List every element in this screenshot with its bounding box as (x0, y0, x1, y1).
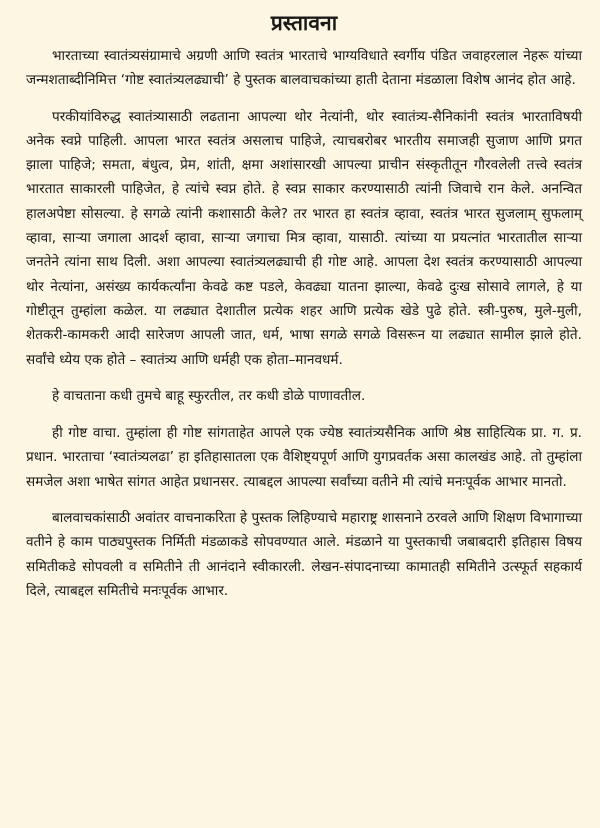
page-title: प्रस्तावना (270, 11, 338, 35)
paragraph-2: परकीयांविरुद्ध स्वातंत्र्यासाठी लढताना आपल्या थोर नेत्यांनी, थोर स्वातंत्र्य-सैनिकांनी स्वतंत्र भारताविषयी अनेक स्वप्ने पाहिली. आपला भारत स्वतंत्र असलाच पाहिजे, त्याचबरोबर भारतीय समाजही सुजाण आणि प्रगत झाला पाहिजे; समता, बंधुत्व, प्रेम, शांती, क्षमा अशांसारखी आपल्या प्राचीन संस्कृतीतून गौरवलेली तत्त्वे स्वतंत्र भारतात साकारली पाहिजेत, हे त्यांचे स्वप्न होते. हे स्वप्न साकार करण्यासाठी त्यांनी जिवाचे रान केले. अनन्वित हालअपेष्टा सोसल्या. हे सगळे त्यांनी कशासाठी केले? तर भारत हा स्वतंत्र व्हावा, स्वतंत्र भारत सुजलाम् सुफलाम् व्हावा, साऱ्या जगाला आदर्श व्हावा, साऱ्या जगाचा मित्र व्हावा, यासाठी. त्यांच्या या प्रयत्नांत भारतातील साऱ्या जनतेने त्यांना साथ दिली. अशा आपल्या स्वातंत्र्यलढ्याची ही गोष्ट आहे. आपला देश स्वतंत्र करण्यासाठी आपल्या थोर नेत्यांना, असंख्य कार्यकर्त्यांना केवढे कष्ट पडले, केवढ्या यातना झाल्या, केवढे दुःख सोसावे लागले, हे या गोष्टीतून तुम्हांला कळेल. या लढ्यात देशातील प्रत्येक शहर आणि प्रत्येक खेडे पुढे होते. स्त्री-पुरुष, मुले-मुली, शेतकरी-कामकरी आदी सारेजण आपली जात, धर्म, भाषा सगळे सगळे विसरून या लढ्यात सामील झाले होते. सर्वांचे ध्येय एक होते – स्वातंत्र्य आणि धर्मही एक होता–मानवधर्म. (26, 108, 582, 368)
paragraph-5: बालवाचकांसाठी अवांतर वाचनाकरिता हे पुस्तक लिहिण्याचे महाराष्ट्र शासनाने ठरवले आणि शिक्षण विभागाच्या वतीने हे काम पाठ्यपुस्तक निर्मिती मंडळाकडे सोपवण्यात आले. मंडळाने या पुस्तकाची जबाबदारी इतिहास विषय समितीकडे सोपवली व समितीने ती आनंदाने स्वीकारली. लेखन-संपादनाच्या कामातही समितीने उत्स्फूर्त सहकार्य दिले, त्याबद्दल समितीचे मनःपूर्वक आभार. (26, 510, 582, 599)
paragraph-3: हे वाचताना कधी तुमचे बाहू स्फुरतील, तर कधी डोळे पाणावतील. (52, 387, 366, 404)
paragraph-1: भारताच्या स्वातंत्र्यसंग्रामाचे अग्रणी आणि स्वतंत्र भारताचे भाग्यविधाते स्वर्गीय पंडित जवाहरलाल नेहरू यांच्या जन्मशताब्दीनिमित्त ‘गोष्ट स्वातंत्र्यलढ्याची’ हे पुस्तक बालवाचकांच्या हाती देताना मंडळाला विशेष आनंद होत आहे. (26, 48, 582, 89)
paragraph-4: ही गोष्ट वाचा. तुम्हांला ही गोष्ट सांगताहेत आपले एक ज्येष्ठ स्वातंत्र्यसैनिक आणि श्रेष्ठ साहित्यिक प्रा. ग. प्र. प्रधान. भारताचा ‘स्वातंत्र्यलढा’ हा इतिहासातला एक वैशिष्ट्यपूर्ण आणि युगप्रवर्तक असा कालखंड आहे. तो तुम्हांला समजेल अशा भाषेत सांगत आहेत प्रधानसर. त्याबद्दल आपल्या सर्वांच्या वतीने मी त्यांचे मनःपूर्वक आभार मानतो. (26, 425, 582, 490)
